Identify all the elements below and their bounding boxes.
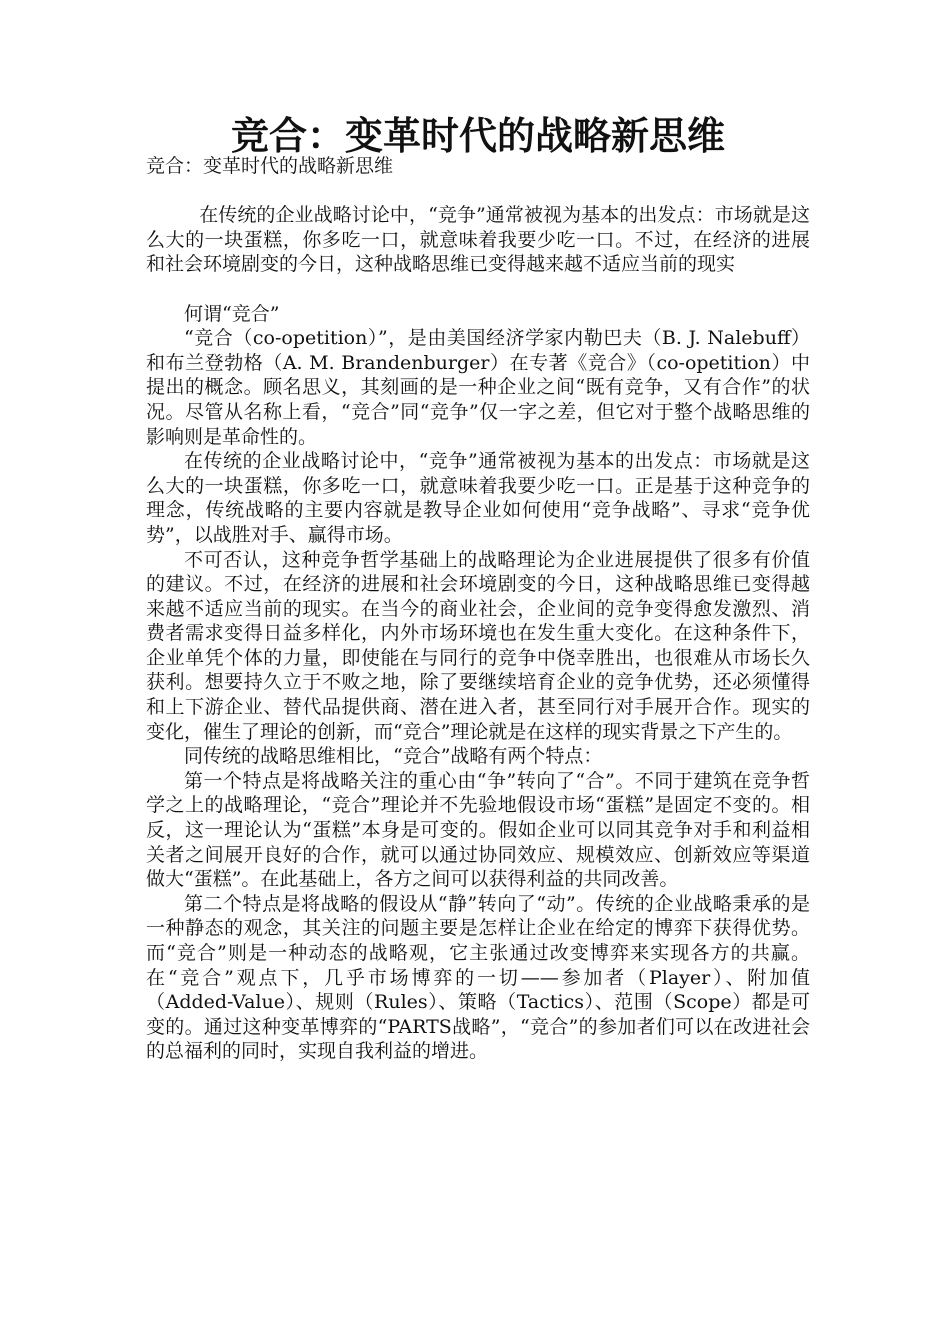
- body-paragraph: 不可否认，这种竞争哲学基础上的战略理论为企业进展提供了很多有价值的建议。不过，在经济的进展和社会环境剧变的今日，这种战略思维已变得越来越不适应当前的现实。在当今的商业社会，企业间的竞争变得愈发激烈、消费者需求变得日益多样化，内外市场环境也在发生重大变化。在这种条件下，企业单凭个体的力量，即使能在与同行的竞争中侥幸胜出，也很难从市场长久获利。想要持久立于不败之地，除了要继续培育企业的竞争优势，还必须懂得和上下游企业、替代品提供商、潜在进入者，甚至同行对手展开合作。现实的变化，催生了理论的创新，而“竞合”理论就是在这样的现实背景之下产生的。: [146, 548, 810, 743]
- body-paragraph: 第二个特点是将战略的假设从“静”转向了“动”。传统的企业战略秉承的是一种静态的观念，其关注的问题主要是怎样让企业在给定的博弈下获得优势。而“竞合”则是一种动态的战略观，它主张通过改变博弈来实现各方的共赢。在“竞合”观点下，几乎市场博弈的一切——参加者（Player）、附加值（Added-Value）、规则（Rules）、策略（Tactics）、范围（Scope）都是可变的。通过这种变革博弈的“PARTS战略”，“竞合”的参加者们可以在改进社会的总福利的同时，实现自我利益的增进。: [146, 892, 810, 1063]
- section-heading: 何谓“竞合”: [184, 302, 280, 325]
- spacer: [146, 277, 810, 302]
- intro-paragraph: 在传统的企业战略讨论中，“竞争”通常被视为基本的出发点：市场就是这么大的一块蛋糕，你多吃一口，就意味着我要少吃一口。不过，在经济的进展和社会环境剧变的今日，这种战略思维已变得越来越不适应当前的现实: [146, 204, 810, 276]
- body-paragraph: 同传统的战略思维相比，“竞合”战略有两个特点：: [184, 745, 603, 768]
- document-subtitle: 竞合：变革时代的战略新思维: [146, 155, 394, 177]
- body-paragraph: 第一个特点是将战略关注的重心由“争”转向了“合”。不同于建筑在竞争哲学之上的战略理论，“竞合”理论并不先验地假设市场“蛋糕”是固定不变的。相反，这一理论认为“蛋糕”本身是可变的。假如企业可以同其竞争对手和利益相关者之间展开良好的合作，就可以通过协同效应、规模效应、创新效应等渠道做大“蛋糕”。在此基础上，各方之间可以获得利益的共同改善。: [146, 769, 810, 891]
- document-page: [146, 113, 810, 1064]
- body-paragraph: “竞合（co-opetition）”，是由美国经济学家内勒巴夫（B. J. Nalebuff）和布兰登勃格（A. M. Brandenburger）在专著《竞合》（co-opetition）中提出的概念。顾名思义，其刻画的是一种企业之间“既有竞争，又有合作”的状况。尽管从名称上看，“竞合”同“竞争”仅一字之差，但它对于整个战略思维的影响则是革命性的。: [146, 327, 810, 448]
- document-title: 竞合：变革时代的战略新思维: [230, 113, 725, 158]
- body-paragraph: 在传统的企业战略讨论中，“竞争”通常被视为基本的出发点：市场就是这么大的一块蛋糕，你多吃一口，就意味着我要少吃一口。正是基于这种竞争的理念，传统战略的主要内容就是教导企业如何使用“竞争战略”、寻求“竞争优势”，以战胜对手、赢得市场。: [146, 450, 810, 546]
- spacer: [146, 179, 810, 204]
